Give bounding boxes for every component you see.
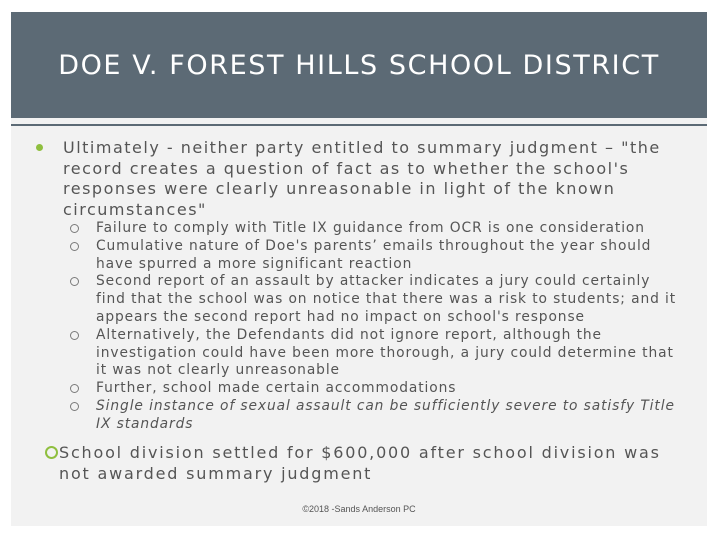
sub-bullet-text: Cumulative nature of Doe's parents’ emails throughout the year should have spurred a more significant reaction [96,237,652,272]
sub-bullet-text: Single instance of sexual assault can be sufficiently severe to satisfy Title IX standards [96,397,675,432]
main-bullet [11,138,707,220]
circle-bullet-icon [45,446,58,459]
slide-content [11,138,707,484]
circle-bullet-icon [70,402,79,411]
circle-bullet-icon [70,242,79,251]
sub-bullet-text: Second report of an assault by attacker indicates a jury could certainly find that the school was on notice that there was a risk to students; and it appears the second report had no impact on school's response [96,273,677,325]
sub-bullet-text: Further, school made certain accommodations [96,380,457,397]
circle-bullet-icon [70,277,79,286]
title-banner [11,12,707,118]
second-bullet [11,442,707,484]
sub-bullet [96,273,685,326]
circle-bullet-icon [70,224,79,233]
main-bullet-text: Ultimately - neither party entitled to summary judgment – "the record creates a question of fact as to whether the school's responses were clearly unreasonable in light of the known circumstances" [63,138,661,219]
circle-bullet-icon [70,331,79,340]
footer-copyright: ©2018 -Sands Anderson PC [302,504,416,514]
sub-bullet-text: Alternatively, the Defendants did not ignore report, although the investigation could have been more thorough, a jury could determine that it was not clearly unreasonable [96,326,674,379]
second-bullet-text: School division settled for $600,000 after school division was not awarded summary judgment [59,442,661,483]
sub-bullet-text: Failure to comply with Title IX guidance from OCR is one consideration [96,220,645,236]
slide-title: DOE V. FOREST HILLS SCHOOL DISTRICT [58,49,660,81]
sub-bullet-list [11,220,707,434]
sub-bullet [96,220,685,238]
sub-bullet [96,238,685,274]
bullet-dot-icon [36,144,43,151]
circle-bullet-icon [70,384,79,393]
sub-bullet [96,327,685,380]
sub-bullet [96,398,685,434]
slide [11,12,707,526]
sub-bullet [96,380,685,398]
divider-line [11,124,707,126]
